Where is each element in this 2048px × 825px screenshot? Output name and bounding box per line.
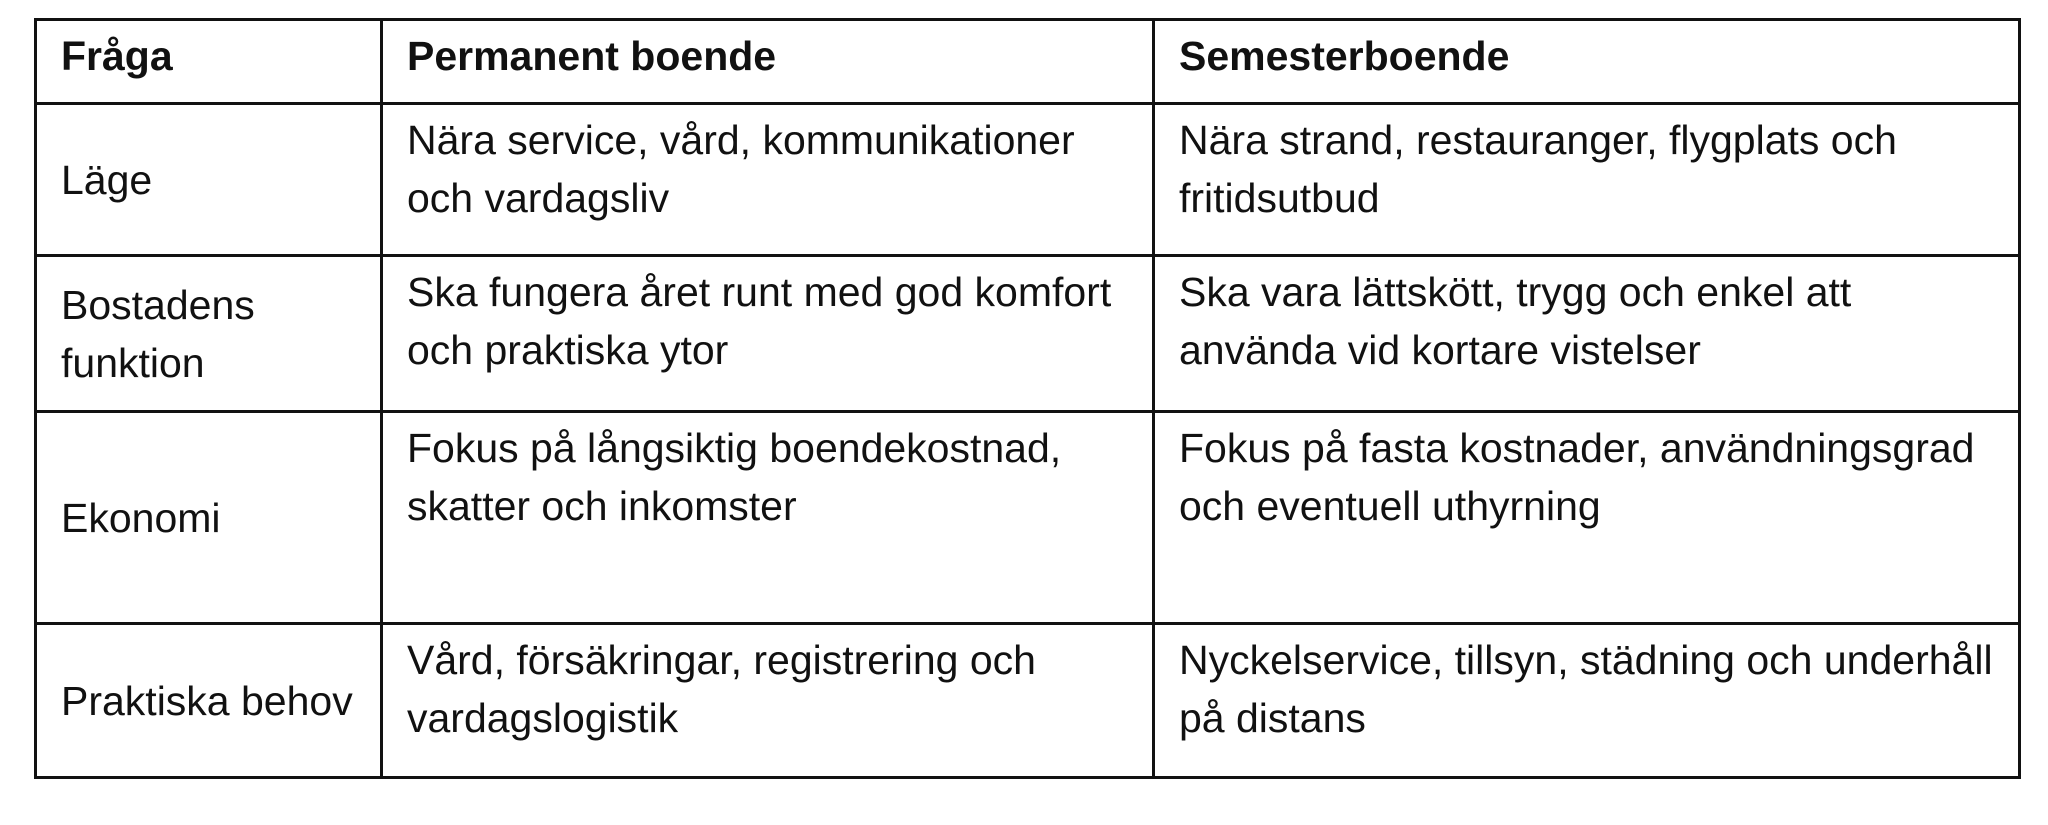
comparison-table — [34, 18, 2021, 779]
table-row — [36, 104, 2020, 256]
row-label: Praktiska behov — [36, 624, 382, 778]
table-row — [36, 412, 2020, 624]
row-label: Bostadens funktion — [36, 256, 382, 412]
cell-holiday: Nyckelservice, tillsyn, städning och underhåll på distans — [1154, 624, 2020, 778]
header-holiday-home: Semesterboende — [1154, 20, 2020, 104]
cell-holiday: Nära strand, restauranger, flygplats och fritidsutbud — [1154, 104, 2020, 256]
table-header-row — [36, 20, 2020, 104]
header-permanent-home: Permanent boende — [382, 20, 1154, 104]
comparison-table-container — [34, 18, 2021, 779]
cell-permanent: Vård, försäkringar, registrering och vardagslogistik — [382, 624, 1154, 778]
cell-holiday: Fokus på fasta kostnader, användningsgrad och eventuell uthyrning — [1154, 412, 2020, 624]
row-label: Ekonomi — [36, 412, 382, 624]
table-row — [36, 624, 2020, 778]
cell-permanent: Fokus på långsiktig boendekostnad, skatter och inkomster — [382, 412, 1154, 624]
header-question: Fråga — [36, 20, 382, 104]
cell-permanent: Nära service, vård, kommunikationer och vardagsliv — [382, 104, 1154, 256]
cell-permanent: Ska fungera året runt med god komfort och praktiska ytor — [382, 256, 1154, 412]
table-row — [36, 256, 2020, 412]
cell-holiday: Ska vara lättskött, trygg och enkel att använda vid kortare vistelser — [1154, 256, 2020, 412]
row-label: Läge — [36, 104, 382, 256]
